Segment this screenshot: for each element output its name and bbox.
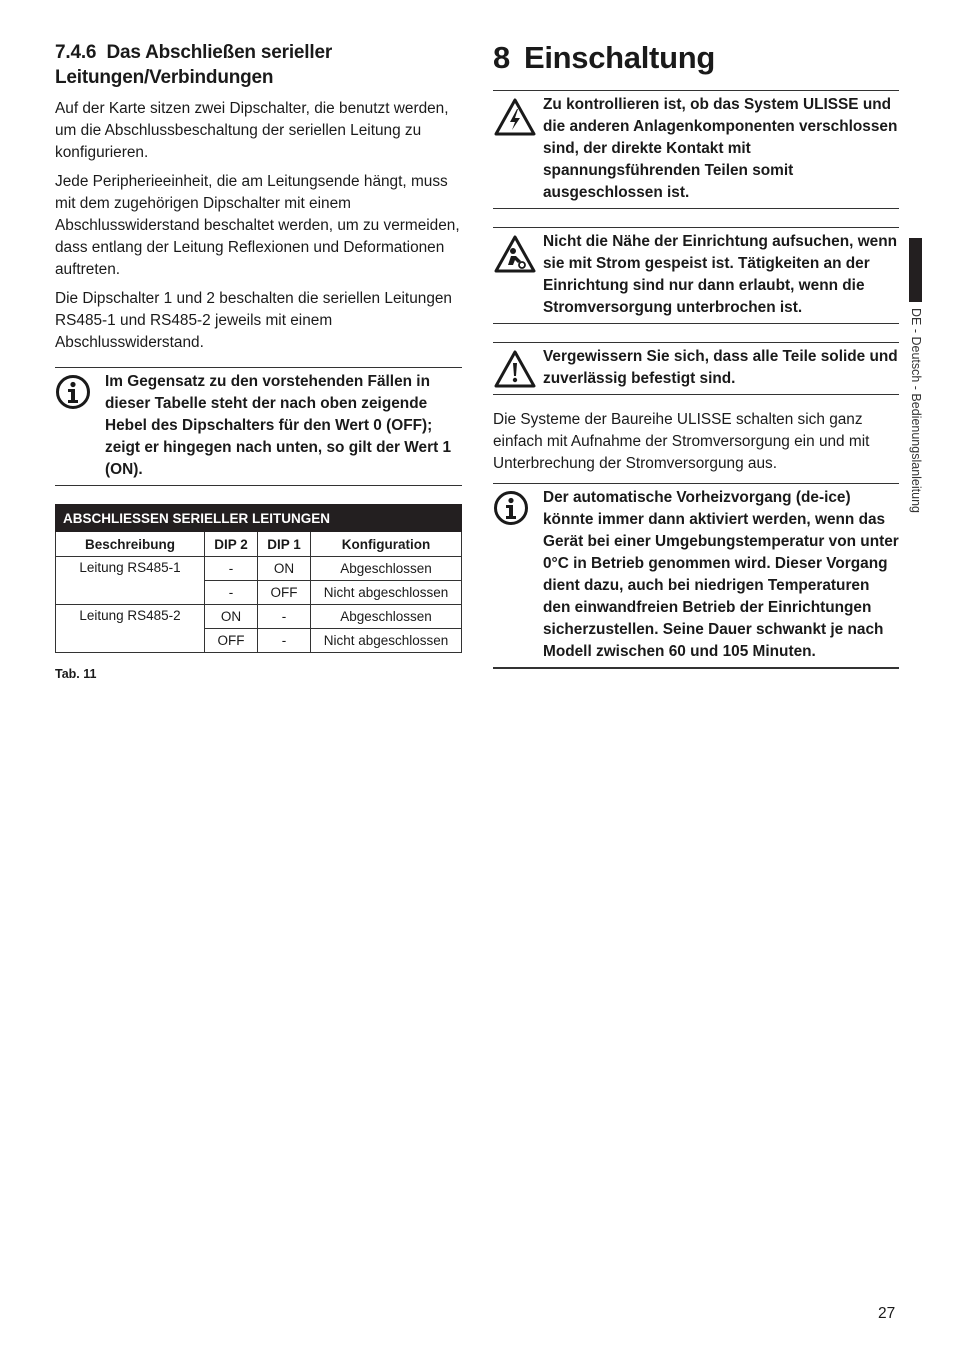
column-header: Beschreibung [56,532,205,557]
termination-table [55,504,462,681]
paragraph: Die Systeme der Baureihe ULISSE schalten sich ganz einfach mit Aufnahme der Stromversorgung ein und mit Unterbrechung der Stromversorgung aus. [493,411,870,472]
warning-icon [493,343,543,394]
table-cell: Nicht abgeschlossen [311,629,462,653]
chapter-title: Einschaltung [523,40,715,75]
page-number: 27 [878,1305,896,1322]
warning-text: Zu kontrollieren ist, ob das System ULISSE und die anderen Anlagenkomponenten verschlossen sind, der direkte Kontakt mit spannungsführenden Teilen somit ausgeschlossen ist. [543,96,898,201]
table-caption: ABSCHLIESSEN SERIELLER LEITUNGEN [56,505,462,532]
chapter-heading [493,40,899,76]
hazard-person-icon [493,228,543,279]
table-cell: - [258,605,311,629]
section-number: 7.4.6 [55,42,97,63]
warning-note [493,227,899,324]
warning-note [493,90,899,209]
table-cell: - [205,557,258,581]
info-note [493,483,899,669]
column-header: DIP 2 [205,532,258,557]
table-cell-description: Leitung RS485-1 [56,557,205,605]
table-cell: - [205,581,258,605]
table-cell: OFF [258,581,311,605]
paragraph: Auf der Karte sitzen zwei Dipschalter, die benutzt werden, um die Abschlussbeschaltung der seriellen Leitung zu konfigurieren. [55,100,449,161]
table-row [56,557,462,581]
paragraph: Jede Peripherieeinheit, die am Leitungsende hängt, muss mit dem zugehörigen Dipschalter mit einem Abschlusswiderstand beschaltet werden, um zu vermeiden, dass entlang der Leitung Reflexionen und Deformationen auftreten. [55,173,460,278]
table-cell: ON [205,605,258,629]
info-note [55,367,462,486]
electric-hazard-icon [493,91,543,142]
right-column [493,40,899,669]
side-label: DE - Deutsch - Bedienungslanleitung [909,308,923,513]
table-cell: OFF [205,629,258,653]
info-icon [493,484,543,531]
table-cell: Nicht abgeschlossen [311,581,462,605]
table-cell: Abgeschlossen [311,605,462,629]
warning-text: Nicht die Nähe der Einrichtung aufsuchen, wenn sie mit Strom gespeist ist. Tätigkeiten an der Einrichtung sind nur dann erlaubt, wenn die Stromversorgung unterbrochen ist. [543,233,898,316]
note-text: Im Gegensatz zu den vorstehenden Fällen in dieser Tabelle steht der nach oben zeigende Hebel des Dipschalters für den Wert 0 (OFF); zeigt er hingegen nach unten, so gilt der Wert 1 (ON). [105,373,452,478]
section-title: Das Abschließen serieller Leitungen/Verbindungen [55,42,333,88]
language-tab-marker [909,238,922,302]
section-heading [55,40,462,90]
warning-note [493,342,899,395]
table-row [56,605,462,629]
column-header: Konfiguration [311,532,462,557]
warning-text: Vergewissern Sie sich, dass alle Teile solide und zuverlässig befestigt sind. [543,348,898,387]
info-icon [55,368,105,415]
table-cell: ON [258,557,311,581]
note-text: Der automatische Vorheizvorgang (de-ice) könnte immer dann aktiviert werden, wenn das Gerät bei einer Umgebungstemperatur von unter 0°C in Betrieb genommen wird. Dieser Vorgang dient dazu, auch bei niedrigen Temperaturen den einwandfreien Betrieb der Einrichtungen sicherzustellen. Seine Dauer schwankt je nach Modell zwischen 60 und 105 Minuten. [543,489,899,660]
table-label: Tab. 11 [55,667,97,681]
table-cell: - [258,629,311,653]
table-cell: Abgeschlossen [311,557,462,581]
left-column [55,40,462,681]
table-cell-description: Leitung RS485-2 [56,605,205,653]
paragraph: Die Dipschalter 1 und 2 beschalten die seriellen Leitungen RS485-1 und RS485-2 jeweils mit einem Abschlusswiderstand. [55,290,452,351]
column-header: DIP 1 [258,532,311,557]
chapter-number: 8 [493,40,510,75]
